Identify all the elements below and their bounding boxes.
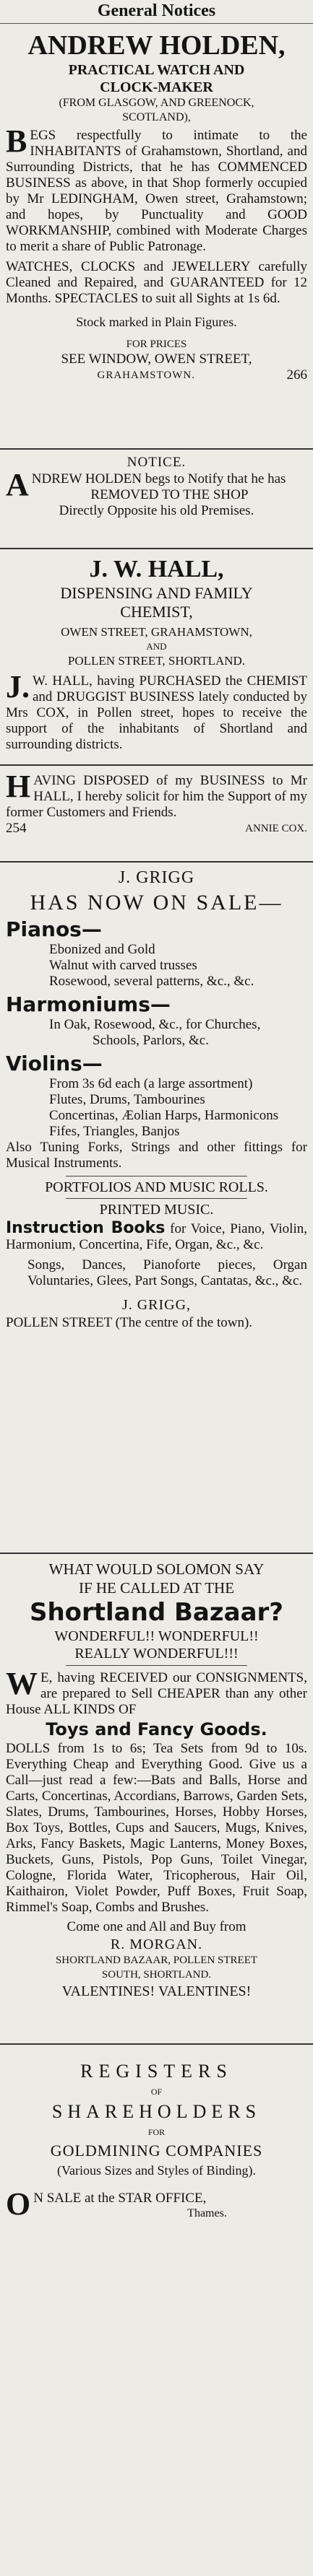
notice-body: ANDREW HOLDEN begs to Notify that he has [6,467,286,502]
grigg-harmoniums-heading: Harmoniums— [6,992,171,1016]
holden-trade-2: CLOCK-MAKER [100,79,213,95]
hall-line-2: CHEMIST, [120,603,193,621]
divider [66,1665,246,1666]
hall-line-1: DISPENSING AND FAMILY [60,584,253,602]
grigg-books [6,1221,307,1253]
grigg-violins-item-3: Concertinas, Æolian Harps, Harmonicons [49,1108,279,1123]
holden-number: 266 [286,367,307,383]
bazaar-wonderful-2: REALLY WONDERFUL!!! [74,1646,239,1662]
grigg-portfolios: PORTFOLIOS AND MUSIC ROLLS. [45,1179,268,1195]
grigg-name-2: J. GRIGG, [121,1297,192,1313]
grigg-harmoniums-item-2: Schools, Parlors, &c. [93,1033,209,1048]
holden-stock: Stock marked in Plain Figures. [76,315,237,329]
holden-trade-1: PRACTICAL WATCH AND [68,62,245,78]
bazaar-morgan: R. MORGAN. [110,1937,203,1952]
holden-from-1: (FROM GLASGOW, AND GREENOCK, [59,97,254,109]
grigg-pianos-item-1: Ebonized and Gold [49,942,155,957]
registers-for: FOR [147,2127,166,2137]
grigg-headline: HAS NOW ON SALE— [30,891,283,914]
grigg-violins-heading: Violins— [6,1052,103,1075]
holden-body: BEGS respectfully to intimate to the INHABITANTS of Grahamstown, Shortland, and Surrounding Districts, that he has COMMENCED BUSINESS as above, in that Shop formerly occupied by Mr LEDINGHAM, Owen street, Grahamstown; and hopes, by Punctuality and GOOD WORKMANSHIP, combined with Moderate Charges to merit a share of Public Patronage. [6,123,307,254]
bazaar-body: WE, having RECEIVED our CONSIGNMENTS, are prepared to Sell CHEAPER than any other House ALL KINDS OF [6,1666,307,1717]
bazaar-advert [0,1554,313,2045]
registers-title-3: GOLDMINING COMPANIES [50,2141,263,2160]
registers-sizes: (Various Sizes and Styles of Binding). [57,2163,256,2178]
hall-addr-2: POLLEN STREET, SHORTLAND. [67,654,246,668]
bazaar-valentines: VALENTINES! VALENTINES! [61,1983,252,1999]
holden-prices-2: SEE WINDOW, OWEN STREET, [61,352,252,367]
grigg-pianos-item-2: Walnut with carved trusses [49,958,197,973]
bazaar-title: Shortland Bazaar? [29,1598,284,1627]
bazaar-question-1: WHAT WOULD SOLOMON SAY [48,1560,265,1578]
holden-advert [0,24,313,450]
notice-opposite: Directly Opposite his old Premises. [59,503,254,518]
registers-title-1: REGISTERS [80,2061,233,2082]
holden-prices-1: FOR PRICES [126,339,187,350]
bazaar-list: DOLLS from 1s to 6s; Tea Sets from 9d to 10s. Everything Cheap and Everything Good. Give us a Call—just read a few:—Bats and Balls, Horse and Carts, Concertinas, Accordians, Barrows, Garden Sets, Slates, Drums, Tambourines, Horses, Hobby Horses, Box Toys, Bottles, Cups and Saucers, Mugs, Knives, Arks, Fancy Baskets, Magic Lanterns, Money Boxes, Buckets, Guns, Pistols, Pop Guns, Toilet Vinegar, Cologne, Florida Water, Tricopherous, Hair Oil, Kaithairon, Violet Powder, Puff Boxes, Fruit Soap, Rimmel's Soap, Combs and Brushes. [6,1741,307,1915]
registers-of: OF [150,2087,163,2097]
notice-advert [0,450,313,549]
cox-body: HAVING DISPOSED of my BUSINESS to Mr HALL, I hereby solicit for him the Support of my former Customers and Friends. [6,769,307,820]
bazaar-question-2: IF HE CALLED AT THE [78,1579,235,1597]
bazaar-toys: Toys and Fancy Goods. [46,1719,267,1739]
cox-number: 254 [6,821,27,836]
registers-sale: ON SALE at the STAR OFFICE, [6,2186,207,2222]
grigg-violins-item-1: From 3s 6d each (a large assortment) [49,1076,253,1091]
grigg-harmoniums-item-1: In Oak, Rosewood, &c., for Churches, [49,1017,261,1032]
hall-and: AND [146,641,167,652]
grigg-printed-music: PRINTED MUSIC. [99,1202,214,1218]
grigg-songs: Songs, Dances, Pianoforte pieces, Organ Voluntaries, Glees, Part Songs, Cantatas, &c., &c. [27,1257,307,1288]
cox-sign: ANNIE COX. [245,823,307,834]
bazaar-come: Come one and All and Buy from [67,1919,246,1934]
registers-thames: Thames. [187,2207,227,2219]
grigg-books-rest: for Voice, Piano, Violin, Harmonium, Concertina, Fife, Organ, &c., &c. [6,1221,307,1252]
notice-removed: REMOVED TO THE SHOP [90,487,249,502]
hall-name: J. W. HALL, [89,556,224,582]
holden-from-2: SCOTLAND), [122,111,191,123]
grigg-violins-item-2: Flutes, Drums, Tambourines [49,1092,205,1107]
hall-addr-1: OWEN STREET, GRAHAMSTOWN, [61,625,252,639]
grigg-pianos-item-3: Rosewood, several patterns, &c., &c. [49,974,254,989]
holden-name: ANDREW HOLDEN, [27,30,286,61]
bazaar-wonderful-1: WONDERFUL!! WONDERFUL!! [54,1628,259,1644]
holden-town: GRAHAMSTOWN. [97,370,195,381]
grigg-pianos-heading: Pianos— [6,917,102,941]
grigg-violins-item-4: Fifes, Triangles, Banjos [49,1124,180,1139]
hall-body: J.W. HALL, having PURCHASED the CHEMIST and DRUGGIST BUSINESS lately conducted by Mrs COX, in Pollen street, hopes to receive the support of the inhabitants of Shortland and surrounding districts. [6,669,307,752]
registers-title-2: SHAREHOLDERS [51,2101,262,2122]
holden-footer [6,367,307,383]
holden-watches: WATCHES, CLOCKS and JEWELLERY carefully Cleaned and Repaired, and GUARANTEED for 12 Months. SPECTACLES to suit all Sights at 1s 6d. [6,259,307,306]
notice-title: NOTICE. [127,455,186,470]
grigg-violins-item-5: Also Tuning Forks, Strings and other fittings for Musical Instruments. [6,1140,307,1171]
registers-advert [0,2045,313,2283]
grigg-name: J. GRIGG [118,868,195,887]
cox-advert [0,766,313,863]
bazaar-addr-2: SOUTH, SHORTLAND. [101,1969,212,1981]
bazaar-addr-1: SHORTLAND BAZAAR, POLLEN STREET [55,1955,258,1966]
grigg-advert [0,863,313,1554]
cox-footer [6,821,307,837]
section-header: General Notices [0,0,313,24]
grigg-books-heading: Instruction Books [6,1219,166,1237]
hall-advert [0,549,313,766]
grigg-street: POLLEN STREET (The centre of the town). [6,1315,253,1330]
